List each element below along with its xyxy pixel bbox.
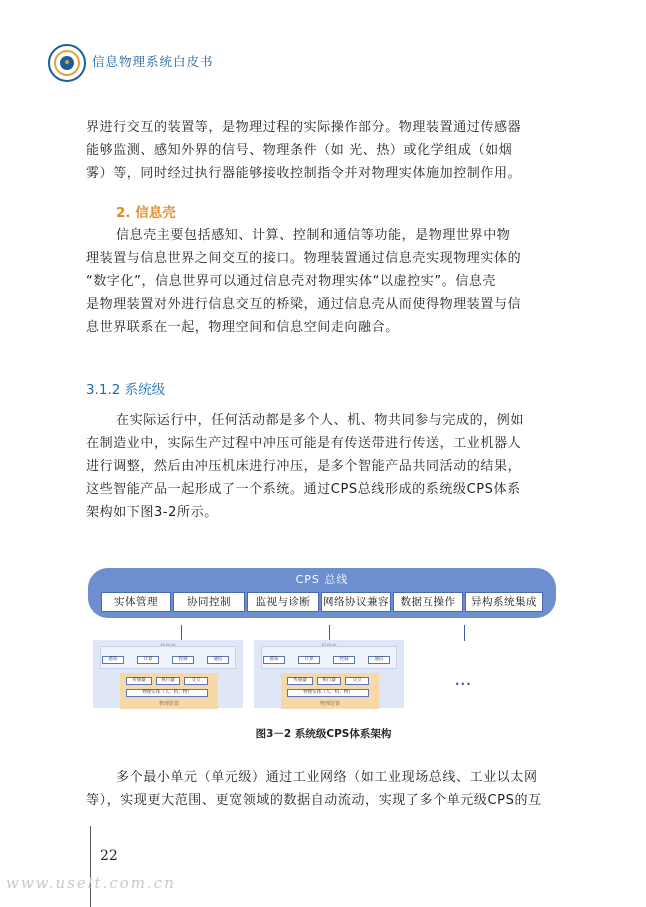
mini-box: 计算 [298, 656, 320, 664]
bus-item: 异构系统集成 [465, 592, 543, 612]
text-line: 界进行交互的装置等，是物理过程的实际操作部分。物理装置通过传感器 [86, 120, 522, 135]
mini-box: 计算 [137, 656, 159, 664]
text-line: “数字化”，信息世界可以通过信息壳对物理实体“以虚控实”。信息壳 [86, 274, 497, 289]
text-line: 等），实现更大范围、更宽领域的数据自动流动，实现了多个单元级CPS的互 [86, 793, 542, 808]
paragraph-unit-network [86, 766, 561, 812]
page-number: 22 [100, 848, 118, 864]
text-line: 多个最小单元（单元级）通过工业网络（如工业现场总线、工业以太网 [116, 770, 538, 785]
mini-box: 通信 [368, 656, 390, 664]
mini-box: 交互 [184, 677, 208, 685]
watermark: www.uselt.com.cn [6, 874, 176, 892]
text-line: 架构如下图3-2所示。 [86, 505, 218, 520]
mini-box: 感知 [102, 656, 124, 664]
text-line: 是物理装置对外进行信息交互的桥梁，通过信息壳从而使得物理装置与信 [86, 297, 522, 312]
mini-box: 执行器 [317, 677, 341, 685]
text-line: 在制造业中，实际生产过程中冲压可能是有传送带进行传送，工业机器人 [86, 436, 522, 451]
paragraph-info-shell [86, 224, 561, 339]
bus-item: 网络协议兼容 [321, 592, 391, 612]
text-line: 这些智能产品一起形成了一个系统。通过CPS总线形成的系统级CPS体系 [86, 482, 521, 497]
mini-box: 传感器 [287, 677, 313, 685]
text-line: 雾）等，同时经过执行器能够接收控制指令并对物理实体施加控制作用。 [86, 166, 522, 181]
cps-bus-title: CPS 总线 [295, 573, 349, 586]
text-line: 进行调整，然后由冲压机床进行冲压，是多个智能产品共同活动的结果， [86, 459, 522, 474]
bus-item: 数据互操作 [393, 592, 463, 612]
device-label: 物理装置 [319, 701, 340, 707]
text-line: 能够监测、感知外界的信号、物理条件（如 光、热）或化学组成（如烟 [86, 143, 513, 158]
device-label: 物理装置 [158, 701, 179, 707]
connector-line [329, 625, 330, 641]
paragraph-system-level [86, 409, 561, 524]
mini-box: 物理实体（人、机、物） [287, 689, 369, 697]
mini-box: 通信 [207, 656, 229, 664]
footer-divider [90, 826, 91, 907]
mini-box: 交互 [345, 677, 369, 685]
mini-box: 执行器 [156, 677, 180, 685]
mini-box: 物理实体（人、机、物） [126, 689, 208, 697]
mini-box: 控制 [333, 656, 355, 664]
running-header-title: 信息物理系统白皮书 [92, 54, 214, 69]
bus-item: 监视与诊断 [247, 592, 319, 612]
figure-caption: 图3－2 系统级CPS体系架构 [255, 728, 392, 740]
connector-line [464, 625, 465, 641]
bus-item: 实体管理 [101, 592, 171, 612]
text-line: 在实际运行中，任何活动都是多个人、机、物共同参与完成的，例如 [116, 413, 525, 428]
bus-item: 协同控制 [173, 592, 245, 612]
paragraph-physical-device [86, 116, 561, 185]
mini-box: 感知 [263, 656, 285, 664]
mini-box: 传感器 [126, 677, 152, 685]
organization-seal-icon [48, 44, 86, 82]
more-units-ellipsis: ... [455, 674, 472, 688]
mini-box: 控制 [172, 656, 194, 664]
connector-line [181, 625, 182, 641]
text-line: 信息壳主要包括感知、计算、控制和通信等功能，是物理世界中物 [116, 228, 511, 243]
text-line: 理装置与信息世界之间交互的接口。物理装置通过信息壳实现物理实体的 [86, 251, 522, 266]
text-line: 息世界联系在一起，物理空间和信息空间走向融合。 [86, 320, 399, 335]
section-heading-system-level: 3.1.2 系统级 [86, 382, 166, 398]
subheading-info-shell: 2. 信息壳 [116, 205, 176, 221]
